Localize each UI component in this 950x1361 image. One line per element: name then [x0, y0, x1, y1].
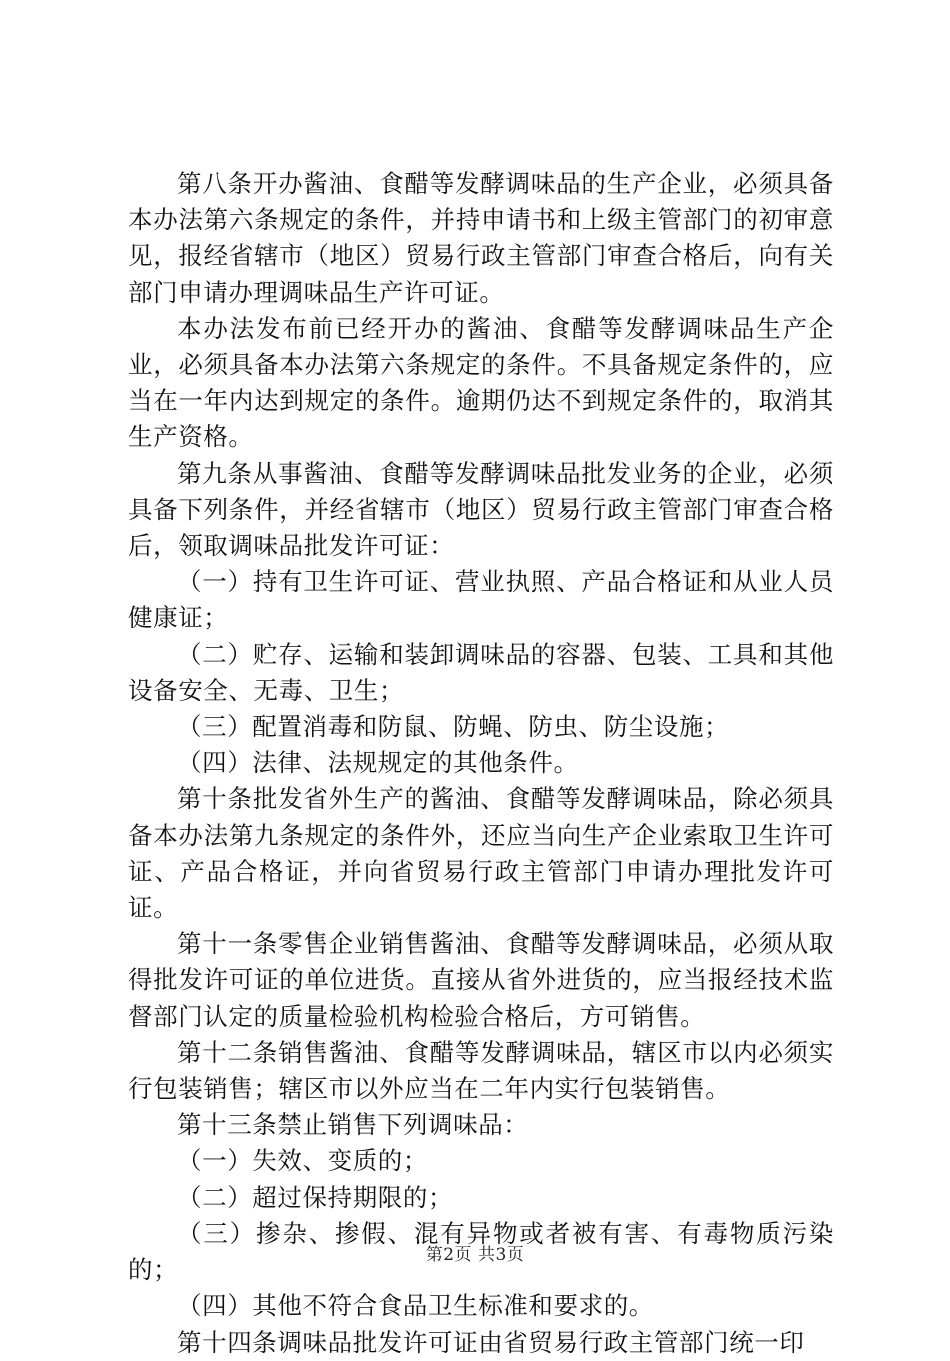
paragraph-article-12: 第十二条销售酱油、食醋等发酵调味品，辖区市以内必须实行包装销售；辖区市以外应当在二年内实行包装销售。: [128, 1037, 834, 1104]
paragraph-article-9-item-4: （四）法律、法规规定的其他条件。: [177, 748, 579, 778]
paragraph-article-9-item-3: （三）配置消毒和防鼠、防蝇、防虫、防尘设施；: [177, 712, 730, 742]
paragraph-article-13-item-3: （三）掺杂、掺假、混有异物或者被有害、有毒物质污染的；: [128, 1218, 834, 1285]
paragraph-article-9-item-2: （二）贮存、运输和装卸调味品的容器、包装、工具和其他设备安全、无毒、卫生；: [128, 639, 834, 705]
paragraph-article-14: 第十四条调味品批发许可证由省贸易行政主管部门统一印: [177, 1327, 805, 1357]
paragraph-article-8: 第八条开办酱油、食醋等发酵调味品的生产企业，必须具备本办法第六条规定的条件，并持申请书和上级主管部门的初审意见，报经省辖市（地区）贸易行政主管部门审查合格后，向有关部门申请办理调味品生产许可证。: [128, 169, 834, 307]
paragraph-article-9-item-1: （一）持有卫生许可证、营业执照、产品合格证和从业人员健康证；: [128, 567, 834, 633]
paragraph-article-10: 第十条批发省外生产的酱油、食醋等发酵调味品，除必须具备本办法第九条规定的条件外，还应当向生产企业索取卫生许可证、产品合格证，并向省贸易行政主管部门申请办理批发许可证。: [128, 784, 834, 923]
paragraph-article-13-item-1: （一）失效、变质的；: [177, 1146, 428, 1176]
paragraph-article-13: 第十三条禁止销售下列调味品：: [177, 1110, 529, 1140]
page-number-footer: 第2页 共3页: [425, 1245, 525, 1265]
paragraph-article-13-item-4: （四）其他不符合食品卫生标准和要求的。: [177, 1291, 654, 1321]
paragraph-article-11: 第十一条零售企业销售酱油、食醋等发酵调味品，必须从取得批发许可证的单位进货。直接从省外进货的，应当报经技术监督部门认定的质量检验机构检验合格后，方可销售。: [128, 929, 834, 1031]
document-body: [128, 166, 834, 1361]
paragraph-article-9: 第九条从事酱油、食醋等发酵调味品批发业务的企业，必须具备下列条件，并经省辖市（地区）贸易行政主管部门审查合格后，领取调味品批发许可证：: [128, 458, 834, 561]
paragraph-article-13-item-2: （二）超过保持期限的；: [177, 1182, 454, 1212]
paragraph-existing-enterprises: 本办法发布前已经开办的酱油、食醋等发酵调味品生产企业，必须具备本办法第六条规定的条件。不具备规定条件的，应当在一年内达到规定的条件。逾期仍达不到规定条件的，取消其生产资格。: [128, 313, 834, 452]
